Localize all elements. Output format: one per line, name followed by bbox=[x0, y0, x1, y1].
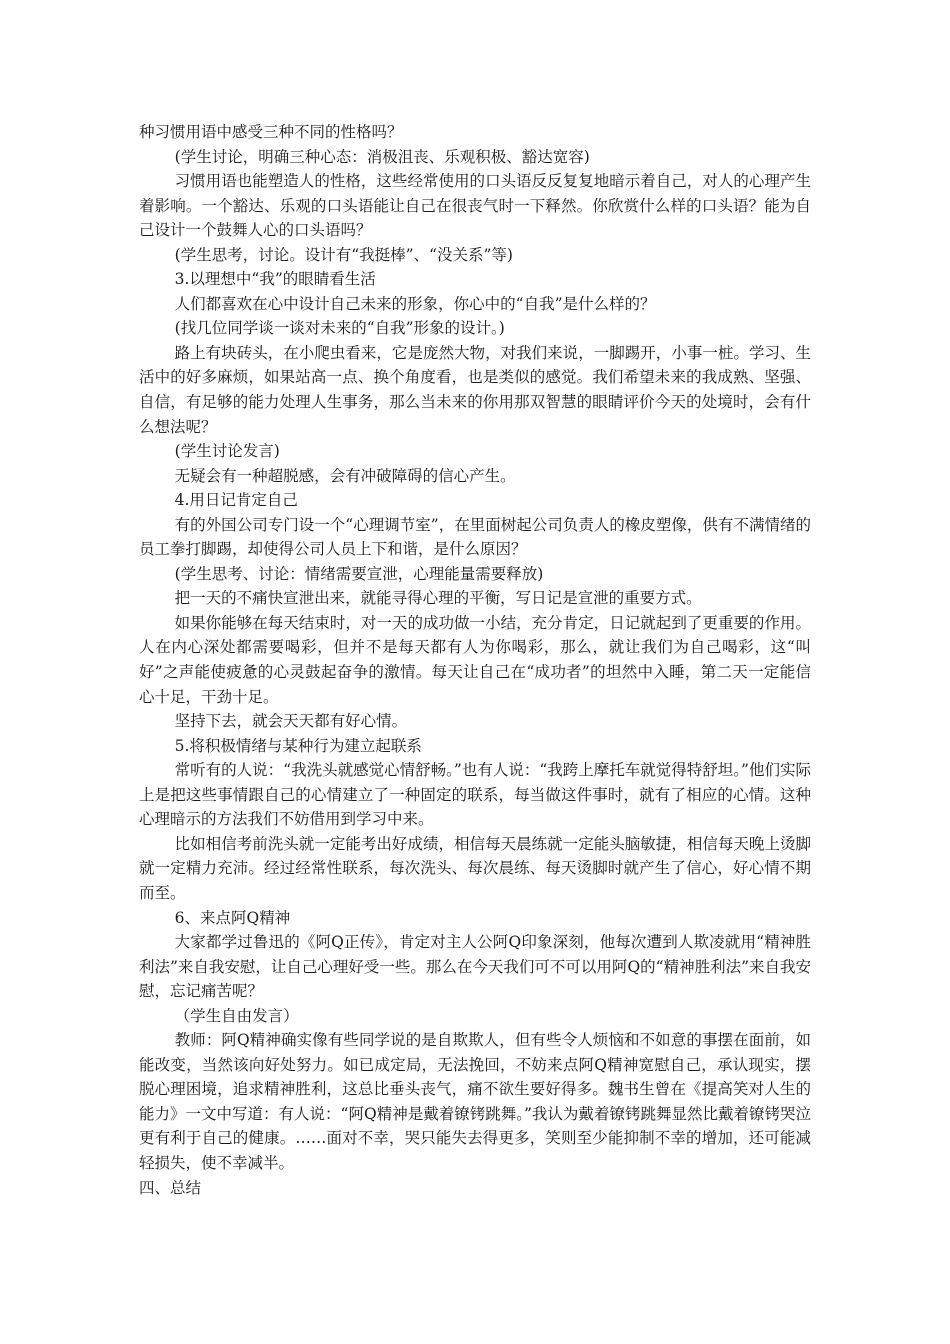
document-body bbox=[139, 120, 811, 1200]
section-heading-summary: 四、总结 bbox=[139, 1178, 202, 1197]
paragraph-1: 种习惯用语中感受三种不同的性格吗？ bbox=[139, 123, 403, 141]
paragraph-3: 习惯用语也能塑造人的性格，这些经常使用的口头语反反复复地暗示着自己，对人的心理产生着影响。一个豁达、乐观的口头语能让自己在很丧气时一下释然。你欣赏什么样的口头语？能为自己设计一个鼓舞人心的口头语吗？ bbox=[139, 172, 811, 240]
paragraph-15: 如果你能够在每天结束时，对一天的成功做一小结，充分肯定，日记就起到了更重要的作用。人在内心深处都需要喝彩，但并不是每天都有人为你喝彩，那么，就让我们为自己喝彩，这“叫好”之声能使疲惫的心灵鼓起奋争的激情。每天让自己在“成功者”的坦然中入睡，第二天一定能信心十足，干劲十足。 bbox=[139, 613, 811, 706]
paragraph-8: 路上有块砖头，在小爬虫看来，它是庞然大物，对我们来说，一脚踢开，小事一桩。学习、生活中的好多麻烦，如果站高一点、换个角度看，也是类似的感觉。我们希望未来的我成熟、坚强、自信，有足够的能力处理人生事务，那么当未来的你用那双智慧的眼睛评价今天的处境时，会有什么想法呢？ bbox=[139, 343, 811, 436]
section-heading-4: 4.用日记肯定自己 bbox=[174, 491, 298, 510]
paragraph-19: 比如相信考前洗头就一定能考出好成绩，相信每天晨练就一定能头脑敏捷，相信每天晚上烫脚就一定精力充沛。经过经常性联系，每次洗头、每次晨练、每天烫脚时就产生了信心，好心情不期而至。 bbox=[139, 834, 811, 902]
paragraph-21: 大家都学过鲁迅的《阿Q正传》，肯定对主人公阿Q印象深刻，他每次遭到人欺凌就用“精神胜利法”来自我安慰，让自己心理好受一些。那么在今天我们可不可以用阿Q的“精神胜利法”来自我安慰，忘记痛苦呢？ bbox=[139, 933, 811, 1001]
section-heading-5: 5.将积极情绪与某种行为建立起联系 bbox=[174, 736, 422, 755]
paragraph-7: (找几位同学谈一谈对未来的“自我”形象的设计。) bbox=[174, 319, 505, 338]
paragraph-14: 把一天的不痛快宣泄出来，就能寻得心理的平衡，写日记是宣泄的重要方式。 bbox=[174, 589, 702, 608]
paragraph-9: (学生讨论发言) bbox=[174, 442, 280, 461]
section-heading-6: 6、来点阿Q精神 bbox=[174, 908, 291, 927]
paragraph-6: 人们都喜欢在心中设计自己未来的形象，你心中的“自我”是什么样的？ bbox=[174, 294, 656, 313]
paragraph-4: (学生思考，讨论。设计有“我挺棒”、“没关系”等) bbox=[174, 245, 513, 264]
paragraph-23: 教师：阿Q精神确实像有些同学说的是自欺欺人，但有些令人烦恼和不如意的事摆在面前，如能改变，当然该向好处努力。如已成定局，无法挽回，不妨来点阿Q精神宽慰自己，承认现实，摆脱心理困境，追求精神胜利，这总比垂头丧气，痛不欲生要好得多。魏书生曾在《提高笑对人生的能力》一文中写道：有人说：“阿Q精神是戴着镣铐跳舞。”我认为戴着镣铐跳舞显然比戴着镣铐哭泣更有利于自己的健康。……面对不幸，哭只能失去得更多，笑则至少能抑制不幸的增加，还可能减轻损失，使不幸减半。 bbox=[139, 1031, 811, 1172]
paragraph-12: 有的外国公司专门设一个“心理调节室”，在里面树起公司负责人的橡皮塑像，供有不满情绪的员工拳打脚踢，却使得公司人员上下和谐，是什么原因？ bbox=[139, 515, 811, 559]
section-heading-3: 3.以理想中“我”的眼睛看生活 bbox=[174, 270, 376, 289]
paragraph-18: 常听有的人说：“我洗头就感觉心情舒畅。”也有人说：“我跨上摩托车就觉得特舒坦。”他们实际上是把这些事情跟自己的心情建立了一种固定的联系，每当做这件事时，就有了相应的心情。这种心理暗示的方法我们不妨借用到学习中来。 bbox=[139, 761, 811, 829]
paragraph-2: (学生讨论，明确三种心态：消极沮丧、乐观积极、豁达宽容) bbox=[174, 147, 590, 166]
paragraph-22: （学生自由发言） bbox=[174, 1006, 299, 1025]
paragraph-10: 无疑会有一种超脱感，会有冲破障碍的信心产生。 bbox=[174, 466, 516, 485]
paragraph-16: 坚持下去，就会天天都有好心情。 bbox=[174, 712, 408, 731]
paragraph-13: (学生思考、讨论：情绪需要宣泄，心理能量需要释放) bbox=[174, 564, 544, 583]
